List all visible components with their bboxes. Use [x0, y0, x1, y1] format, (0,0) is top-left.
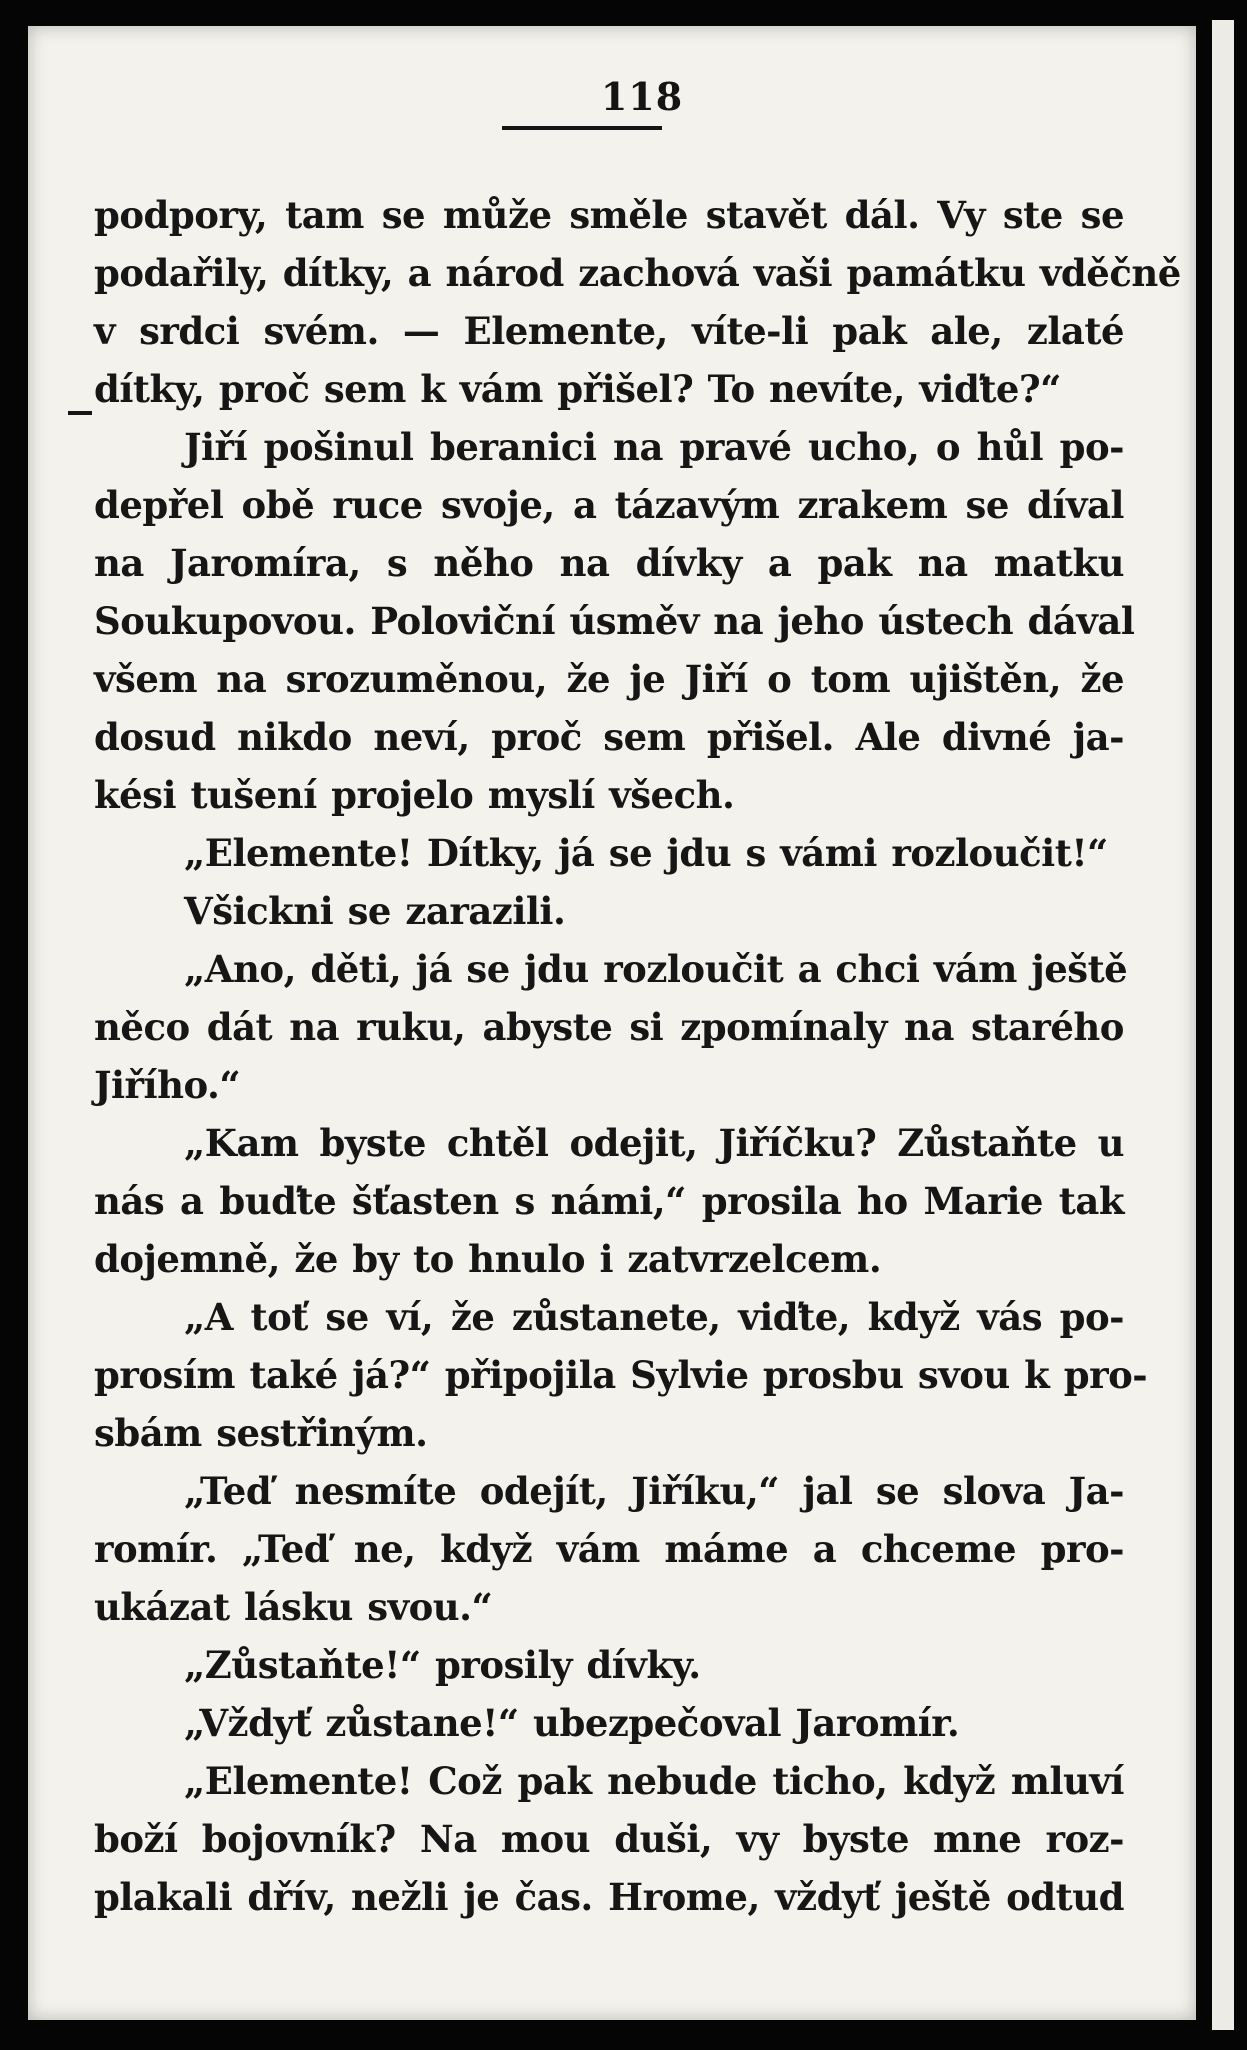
- text-line: prosím také já?“ připojila Sylvie prosbu svou k pro-: [94, 1353, 1148, 1397]
- text-line: „Ano, děti, já se jdu rozloučit a chci vám ještě: [184, 947, 1128, 991]
- book-page: [28, 26, 1196, 2020]
- text-line: „Teď nesmíte odejít, Jiříku,“ jal se slova Ja-: [184, 1469, 1124, 1513]
- text-line: na Jaromíra, s něho na dívky a pak na matku: [94, 541, 1124, 585]
- text-line: Jiřího.“: [94, 1063, 241, 1107]
- margin-mark: [68, 411, 92, 415]
- text-line: podpory, tam se může směle stavět dál. Vy ste se: [94, 193, 1124, 237]
- page-header: [28, 74, 1196, 119]
- text-line: „Elemente! Což pak nebude ticho, když mluví: [184, 1759, 1124, 1803]
- text-line: sbám sestřiným.: [94, 1411, 428, 1455]
- text-line: depřel obě ruce svoje, a tázavým zrakem se díval: [94, 483, 1124, 527]
- text-line: „Kam byste chtěl odejit, Jiříčku? Zůstaňte u: [184, 1121, 1124, 1165]
- text-line: všem na srozuměnou, že je Jiří o tom ujištěn, že: [94, 657, 1124, 701]
- text-line: dosud nikdo neví, proč sem přišel. Ale divné ja-: [94, 715, 1124, 759]
- page-number: 118: [600, 74, 684, 119]
- text-line: Soukupovou. Poloviční úsměv na jeho ústech dával: [94, 599, 1135, 643]
- text-line: „Vždyť zůstane!“ ubezpečoval Jaromír.: [184, 1701, 960, 1745]
- body-text: [94, 186, 1181, 1926]
- text-line: dojemně, že by to hnulo i zatvrzelcem.: [94, 1237, 882, 1281]
- adjacent-page-edge: [1212, 20, 1234, 2030]
- text-line: boží bojovník? Na mou duši, vy byste mne roz-: [94, 1817, 1124, 1861]
- text-line: Všickni se zarazili.: [184, 889, 566, 933]
- header-rule: [502, 126, 662, 130]
- text-line: něco dát na ruku, abyste si zpomínaly na starého: [94, 1005, 1124, 1049]
- text-line: kési tušení projelo myslí všech.: [94, 773, 735, 817]
- text-line: „Elemente! Dítky, já se jdu s vámi rozloučit!“: [184, 831, 1108, 875]
- text-line: dítky, proč sem k vám přišel? To nevíte, viďte?“: [94, 367, 1061, 411]
- text-line: „Zůstaňte!“ prosily dívky.: [184, 1643, 701, 1687]
- text-line: v srdci svém. — Elemente, víte-li pak ale, zlaté: [94, 309, 1124, 353]
- text-line: romír. „Teď ne, když vám máme a chceme pro-: [94, 1527, 1124, 1571]
- text-line: podařily, dítky, a národ zachová vaši památku vděčně: [94, 251, 1181, 295]
- text-line: Jiří pošinul beranici na pravé ucho, o hůl po-: [184, 425, 1124, 469]
- text-line: plakali dřív, nežli je čas. Hrome, vždyť ještě odtud: [94, 1875, 1124, 1919]
- text-line: nás a buďte šťasten s námi,“ prosila ho Marie tak: [94, 1179, 1124, 1223]
- text-line: „A toť se ví, že zůstanete, viďte, když vás po-: [184, 1295, 1124, 1339]
- text-line: ukázat lásku svou.“: [94, 1585, 493, 1629]
